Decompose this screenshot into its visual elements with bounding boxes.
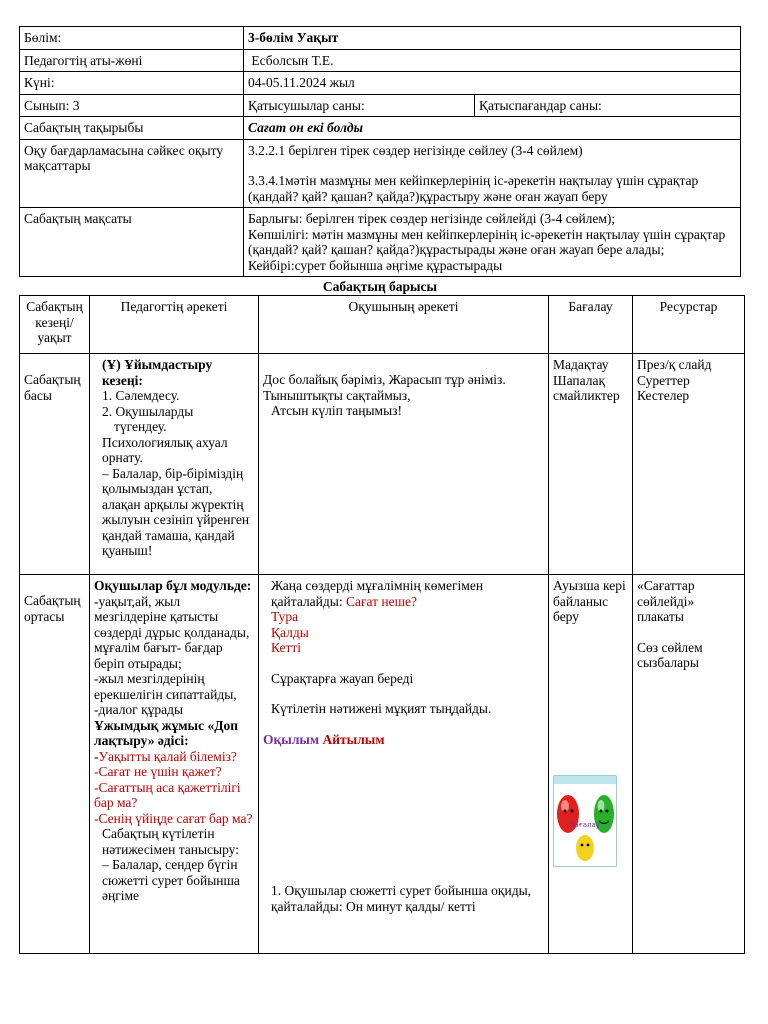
- row2-teacher-q1-text: Уақытты қалай білеміз?: [98, 748, 237, 764]
- row2-resources-2: Сөз сөйлем сызбалары: [637, 639, 703, 670]
- present-label: Қатысушылар саны:: [244, 94, 475, 117]
- row1-student: [259, 354, 549, 575]
- row2-teacher: [90, 575, 259, 954]
- topic-value: Сағат он екі болды: [244, 117, 741, 140]
- row1-teacher-item2b: түгендеу.: [114, 419, 167, 434]
- smiley-faces-icon: [554, 776, 616, 866]
- row2-teacher-q3: -Сағаттың аса қажеттілігі бар ма?: [94, 779, 241, 810]
- row1-student-line2: Атсын күліп таңымыз!: [271, 403, 402, 418]
- absent-label: Қатыспағандар саны:: [475, 94, 741, 117]
- goal-1: 3.2.2.1 берілген тірек сөздер негізінде сөйлеу (3-4 сөйлем): [248, 142, 583, 158]
- row1-assessment: Мадақтау Шапалақ смайликтер: [549, 354, 633, 575]
- progress-heading: Сабақтың барысы: [322, 279, 438, 294]
- aim-label: Сабақтың мақсаты: [20, 208, 244, 277]
- col-student: Оқушының әрекеті: [259, 296, 549, 354]
- row2-teacher-q2: -Сағат не үшін қажет?: [94, 764, 222, 779]
- row1-teacher-text: – Балалар, бір-біріміздің қолымыздан ұстап, алақан арқылы жүректің жылуын сезініп үйренген қандай тамаша, қандай қуаныш!: [102, 465, 250, 558]
- smiley-assessment-image: [553, 775, 617, 867]
- row2-student-listen: Күтілетін нәтижені мұқият тыңдайды.: [271, 701, 492, 716]
- teacher-value: Есболсын Т.Е.: [244, 49, 741, 72]
- goal-2: 3.3.4.1мәтін мазмұны мен кейіпкерлерінің іс-әрекетін нақтылау үшін сұрақтар (қандай? қай? қашан? қайда?)құрастыру және оған жауап беру: [248, 173, 699, 204]
- row2-student-answer: Сұрақтарға жауап береді: [271, 670, 414, 686]
- row2-teacher-p1: -уақыт,ай, жыл мезгілдеріне қатысты сөздерді дұрыс қолданады, мұғалім бағыт- бағдар беріп отырады;: [94, 593, 250, 671]
- row2-student-w3: Қалды: [271, 624, 309, 640]
- row2-teacher-p2: -жыл мезгілдерінің ерекшелігін сипаттайды,: [94, 671, 237, 702]
- date-label: Күні:: [20, 72, 244, 95]
- row1-resources: През/қ слайд Суреттер Кестелер: [633, 354, 745, 575]
- section-value: 3-бөлім Уақыт: [244, 27, 741, 50]
- row2-teacher-q4: -Сенің үйіңде сағат бар ма?: [94, 810, 253, 826]
- row1-teacher-item1: 1. Сәлемдесу.: [102, 388, 180, 403]
- row2-student-new-words: [263, 578, 544, 609]
- topic-label: Сабақтың тақырыбы: [20, 117, 244, 140]
- aim-most: Көпшілігі: мәтін мазмұны мен кейіпкерлерінің іс-әрекетін нақтылау үшін сұрақтар (қандай? қай? қашан? қайда?)құрастырады және оған жауап бере алады; Кейбірі:сурет бойынша әңгіме құрастырады: [248, 226, 726, 273]
- lesson-progress-table: [19, 295, 745, 954]
- row2-stage: Сабақтың ортасы: [20, 575, 90, 954]
- teacher-label: Педагогтің аты-жөні: [20, 49, 244, 72]
- row2-teacher-result: Сабақтың күтілетін нәтижесімен танысыру:: [102, 826, 240, 857]
- lesson-info-table: [19, 26, 741, 277]
- row1-teacher-psych: Психологиялық ахуал орнату.: [102, 434, 228, 465]
- row2-teacher-group: Ұжымдық жұмыс «Доп лақтыру» әдісі:: [94, 717, 239, 748]
- col-stage: Сабақтың кезеңі/ уақыт: [20, 296, 90, 354]
- col-resources: Ресурстар: [633, 296, 745, 354]
- goals-label: Оқу бағдарламасына сәйкес оқыту мақсаттары: [20, 139, 244, 208]
- smiley-caption: бағалау: [570, 820, 600, 829]
- row2-student-w1: Сағат неше?: [345, 593, 418, 609]
- row2-assessment: [549, 575, 633, 954]
- aim-all: Барлығы: берілген тірек сөздер негізінде сөйлейді (3-4 сөйлем);: [248, 211, 616, 226]
- col-assessment: Бағалау: [549, 296, 633, 354]
- date-value: 04-05.11.2024 жыл: [244, 72, 741, 95]
- row2-student-read: Оқылым: [263, 731, 320, 747]
- row2-teacher-title: Оқушылар бұл модульде:: [94, 578, 252, 593]
- row1-teacher-title: (Ұ) Ұйымдастыру кезеңі:: [102, 357, 213, 388]
- row1-student-line1: Дос болайық бәріміз, Жарасып тұр әніміз. Тыныштықты сақтаймыз,: [263, 372, 506, 403]
- row2-student-task: 1. Оқушылар сюжетті сурет бойынша оқиды, қайталайды: Он минут қалды/ кетті: [271, 883, 532, 914]
- row2-teacher-q1-dash: -: [94, 748, 99, 764]
- row2-student-speak: Айтылым: [322, 731, 385, 747]
- row2-student: [259, 575, 549, 954]
- row2-teacher-q1: [94, 749, 254, 765]
- row1-teacher-item2: 2. Оқушыларды: [102, 403, 194, 419]
- row1-teacher: [90, 354, 259, 575]
- row1-stage: Сабақтың басы: [20, 354, 90, 575]
- goals-cell: [244, 139, 741, 208]
- section-label: Бөлім:: [20, 27, 244, 50]
- row2-teacher-p3: -диалог құрады: [94, 702, 184, 717]
- row2-teacher-end: – Балалар, сендер бүгін сюжетті сурет бойынша әңгіме: [102, 857, 240, 903]
- col-teacher: Педагогтің әрекеті: [90, 296, 259, 354]
- aim-cell: [244, 208, 741, 277]
- class-label: Сынып: 3: [20, 94, 244, 117]
- row2-resources: [633, 575, 745, 954]
- row2-student-skills: [263, 732, 544, 748]
- row2-student-w4: Кетті: [271, 640, 302, 655]
- row2-student-w2: Тура: [271, 609, 299, 624]
- row2-assessment-text: Ауызша кері байланыс беру: [553, 578, 626, 624]
- row2-resources-1: «Сағаттар сөйлейді» плакаты: [637, 578, 695, 624]
- row2-student-new-words-text: Жаңа сөздерді мұғалімнің көмегімен қайталайды:: [271, 578, 484, 609]
